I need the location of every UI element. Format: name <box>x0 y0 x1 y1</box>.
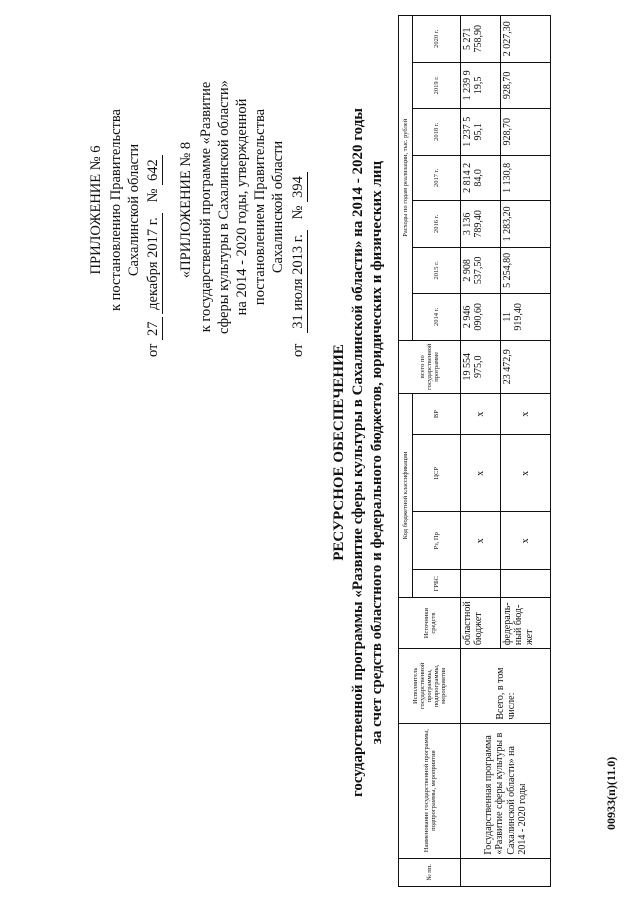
col-num-header: № пп. <box>399 858 461 886</box>
document-subtitle-2: за счет средств областного и федерального бюджетов, юридических и физических лиц <box>369 160 385 745</box>
y2017-cell: 2 814 2 84,0 <box>461 155 501 201</box>
resolution-date-line <box>145 57 163 357</box>
document-code: 00933(п)(11.0) <box>604 756 618 830</box>
grbs-cell <box>461 570 501 598</box>
number-label: № <box>145 188 161 203</box>
program-line-2: сферы культуры в Сахалинской области» <box>216 80 232 334</box>
vr-cell: х <box>461 393 501 434</box>
csr-cell: х <box>461 435 501 512</box>
col-executor-header: Исполнитель государственной программы, подпрограммы, мероприятия <box>399 649 461 724</box>
source-cell: областной бюджет <box>461 598 501 649</box>
col-rzpr-header: Рз, Пр <box>413 512 461 570</box>
resolution-line: к постановлению Правительства <box>108 109 124 311</box>
y2020-cell: 5 271 758,90 <box>461 16 501 63</box>
y2016-cell: 1 283,20 <box>501 201 551 247</box>
col-2020-header: 2020 г. <box>413 16 461 63</box>
resource-table <box>398 15 551 887</box>
col-csr-header: ЦСР <box>413 435 461 512</box>
date-month-year: декабря 2017 г. <box>145 213 163 314</box>
program-line-3: на 2014 - 2020 годы, утвержденной <box>234 98 250 316</box>
csr-cell: х <box>501 435 551 512</box>
total-cell: 23 472,9 <box>501 340 551 393</box>
y2014-cell: 11 919,40 <box>501 294 551 340</box>
y2018-cell: 1 237 5 95,1 <box>461 109 501 155</box>
program-line-4: постановлением Правительства <box>252 108 268 306</box>
col-2015-header: 2015 г. <box>413 247 461 293</box>
document-title: РЕСУРСНОЕ ОБЕСПЕЧЕНИЕ <box>331 344 347 561</box>
appendix-6-heading: ПРИЛОЖЕНИЕ № 6 <box>88 145 104 275</box>
col-total-header: всего по государственной программе <box>399 340 461 393</box>
col-name-header: Наименование государственной программы, подпрограммы, мероприятия <box>399 723 461 858</box>
y2014-cell: 2 946 090,60 <box>461 294 501 340</box>
table-row <box>461 16 501 887</box>
col-2014-header: 2014 г. <box>413 294 461 340</box>
program-date-line <box>290 57 308 357</box>
program-name-cell: Государственная программа «Развитие сферы культуры в Сахалинской области» на 2014 - 2020 годы <box>461 723 551 858</box>
y2015-cell: 2 908 537,50 <box>461 247 501 293</box>
col-2017-header: 2017 г. <box>413 155 461 201</box>
y2019-cell: 1 239 9 19,5 <box>461 62 501 108</box>
date-day: 27 <box>145 317 163 340</box>
total-cell: 19 554 975,0 <box>461 340 501 393</box>
from-label: от <box>145 343 161 357</box>
col-grbs-header: ГРБС <box>413 570 461 598</box>
from-label-2: от <box>290 343 306 357</box>
program-date: 31 июля 2013 г. <box>290 230 308 332</box>
col-2019-header: 2019 г. <box>413 62 461 108</box>
y2020-cell: 2 027,30 <box>501 16 551 63</box>
grbs-cell <box>501 570 551 598</box>
y2016-cell: 3 136 789,40 <box>461 201 501 247</box>
y2018-cell: 928,70 <box>501 109 551 155</box>
col-2016-header: 2016 г. <box>413 201 461 247</box>
y2017-cell: 1 130,8 <box>501 155 551 201</box>
appendix-8-heading: «ПРИЛОЖЕНИЕ № 8 <box>178 141 194 279</box>
row-num-cell <box>461 858 551 886</box>
source-cell: федераль-ный бюд-жет <box>501 598 551 649</box>
number-label-2: № <box>290 205 306 220</box>
y2015-cell: 5 254,80 <box>501 247 551 293</box>
code-group-header: Код бюджетной классификации <box>399 393 413 597</box>
col-2018-header: 2018 г. <box>413 109 461 155</box>
document-subtitle-1: государственной программы «Развитие сферы культуры в Сахалинской области» на 2014 - 2020 годы <box>350 107 366 798</box>
program-line-5: Сахалинской области <box>270 140 286 274</box>
executor-cell: Всего, в том числе: <box>461 649 551 724</box>
col-vr-header: ВР <box>413 393 461 434</box>
program-number: 394 <box>290 172 308 202</box>
resolution-number: 642 <box>145 155 163 185</box>
col-source-header: Источники средств <box>399 598 461 649</box>
region-line: Сахалинской области <box>126 143 142 277</box>
years-group-header: Расходы по годам реализации, тыс. рублей <box>399 16 413 341</box>
rzpr-cell: х <box>501 512 551 570</box>
y2019-cell: 928,70 <box>501 62 551 108</box>
program-line-1: к государственной программе «Развитие <box>198 81 214 333</box>
rzpr-cell: х <box>461 512 501 570</box>
vr-cell: х <box>501 393 551 434</box>
